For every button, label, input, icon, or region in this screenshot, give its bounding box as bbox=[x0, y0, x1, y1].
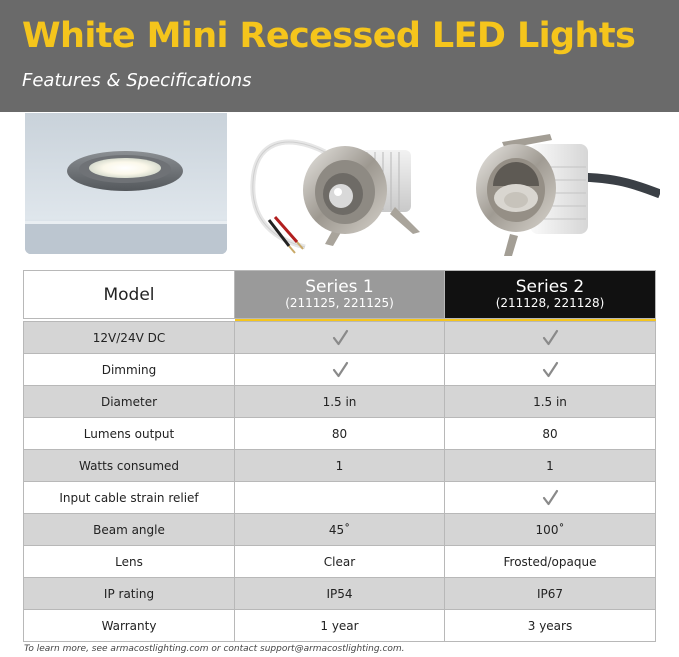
row-label bbox=[24, 322, 235, 354]
series2-part-numbers: (211128, 221128) bbox=[495, 296, 605, 311]
checkmark-icon bbox=[541, 490, 559, 504]
cell-text: IP rating bbox=[103, 586, 155, 601]
series1-value bbox=[235, 610, 445, 642]
series1-value bbox=[235, 354, 445, 386]
cell-text: 80 bbox=[331, 426, 348, 441]
series1-value bbox=[235, 578, 445, 610]
series1-value bbox=[235, 322, 445, 354]
row-label bbox=[24, 450, 235, 482]
series2-value bbox=[445, 546, 656, 578]
cell-text: 80 bbox=[542, 426, 558, 441]
series1-value bbox=[235, 514, 445, 546]
cell-text: IP67 bbox=[536, 586, 564, 601]
series1-header bbox=[235, 271, 445, 319]
specifications-table bbox=[23, 270, 656, 642]
cell-text: 3 years bbox=[527, 618, 573, 633]
cell-text: Frosted/opaque bbox=[503, 554, 597, 569]
page-title: White Mini Recessed LED Lights bbox=[22, 16, 636, 56]
cell-text: 12V/24V DC bbox=[92, 330, 166, 345]
table-header-row bbox=[24, 271, 656, 319]
cell-text: 100˚ bbox=[535, 522, 565, 537]
series2-value bbox=[445, 578, 656, 610]
series1-product-image bbox=[245, 122, 425, 262]
cell-text: Lumens output bbox=[83, 426, 175, 441]
cell-text: IP54 bbox=[326, 586, 353, 601]
footer-contact-note: To learn more, see armacostlighting.com or contact support@armacostlighting.com. bbox=[24, 644, 405, 654]
series2-value bbox=[445, 418, 656, 450]
checkmark-icon bbox=[541, 330, 559, 344]
cell-text: 1.5 in bbox=[322, 394, 357, 409]
led-light-with-wires-image bbox=[245, 122, 425, 262]
cell-text: 1.5 in bbox=[533, 394, 567, 409]
table-row bbox=[24, 354, 656, 386]
series1-part-numbers: (211125, 221125) bbox=[285, 296, 394, 311]
series1-value bbox=[235, 418, 445, 450]
cell-text: 45˚ bbox=[328, 522, 351, 537]
led-light-white-housing-image bbox=[460, 122, 660, 262]
row-label bbox=[24, 578, 235, 610]
series2-value bbox=[445, 322, 656, 354]
series1-value bbox=[235, 546, 445, 578]
model-header: Model bbox=[24, 271, 235, 319]
cell-text: Watts consumed bbox=[78, 458, 180, 473]
cell-text: Input cable strain relief bbox=[59, 490, 199, 505]
cell-text: Diameter bbox=[100, 394, 158, 409]
checkmark-icon bbox=[331, 362, 349, 376]
series2-name: Series 2 bbox=[515, 276, 585, 297]
table-row bbox=[24, 482, 656, 514]
table-row bbox=[24, 610, 656, 642]
table-row bbox=[24, 546, 656, 578]
series2-value bbox=[445, 450, 656, 482]
cell-text: 1 year bbox=[320, 618, 359, 633]
row-label bbox=[24, 386, 235, 418]
cell-text: Warranty bbox=[101, 618, 157, 633]
series1-value bbox=[235, 482, 445, 514]
row-label bbox=[24, 514, 235, 546]
page-subtitle: Features & Specifications bbox=[22, 70, 252, 91]
row-label bbox=[24, 482, 235, 514]
cell-text: Clear bbox=[323, 554, 356, 569]
table-row bbox=[24, 386, 656, 418]
series2-product-image bbox=[460, 122, 660, 262]
header-banner bbox=[0, 0, 679, 112]
series1-value bbox=[235, 450, 445, 482]
ceiling-light-image bbox=[25, 113, 227, 254]
series2-value bbox=[445, 514, 656, 546]
row-label bbox=[24, 418, 235, 450]
table-row bbox=[24, 450, 656, 482]
table-row bbox=[24, 514, 656, 546]
cell-text: 1 bbox=[335, 458, 344, 473]
checkmark-icon bbox=[541, 362, 559, 376]
table-row bbox=[24, 578, 656, 610]
series2-value bbox=[445, 610, 656, 642]
series2-value bbox=[445, 386, 656, 418]
checkmark-icon bbox=[331, 330, 349, 344]
row-label bbox=[24, 610, 235, 642]
table-row bbox=[24, 418, 656, 450]
installed-light-photo bbox=[25, 113, 227, 254]
table-row bbox=[24, 322, 656, 354]
series1-value bbox=[235, 386, 445, 418]
cell-text: Dimming bbox=[101, 362, 157, 377]
series1-name: Series 1 bbox=[305, 276, 374, 297]
cell-text: Beam angle bbox=[93, 522, 165, 537]
series2-value bbox=[445, 354, 656, 386]
row-label bbox=[24, 354, 235, 386]
row-label bbox=[24, 546, 235, 578]
cell-text: 1 bbox=[546, 458, 554, 473]
series2-value bbox=[445, 482, 656, 514]
series2-header bbox=[445, 271, 656, 319]
cell-text: Lens bbox=[115, 554, 143, 569]
